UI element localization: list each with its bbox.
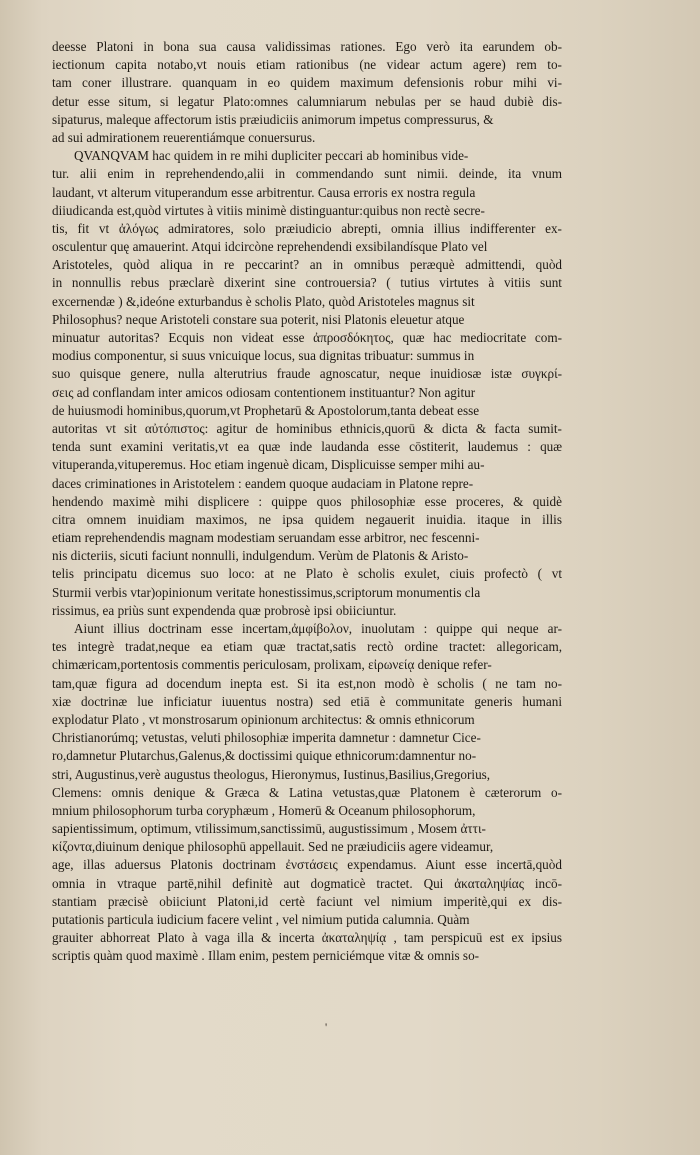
text-line: rissimus, ea priùs sunt expendenda quæ probrosè ipsi obiiciuntur.: [52, 602, 397, 618]
text-line: sapientissimum, optimum, vtilissimum,sanctissimū, augustissimum , Mosem ἀττι-: [52, 821, 486, 837]
text-line: vituperanda,vituperemus. Hoc etiam ingenuè dicam, Displicuisse semper mihi au-: [52, 457, 485, 473]
text-line: Aristoteles, quòd aliqua in re peccarint? an in omnibus peræquè admittendi, quòd: [52, 257, 562, 273]
text-line: Christianorúmq; vetustas, veluti philosophiæ imperita damnetur : damnetur Cice-: [52, 730, 481, 746]
text-line: daces criminationes in Aristotelem : eandem quoque audaciam in Platone repre-: [52, 475, 474, 491]
text-line: suo quisque genere, nulla alterutrius fraude agnoscatur, neque inuidiosæ istæ συγκρί-: [52, 366, 562, 382]
text-line: diiudicanda est,quòd virtutes à vitiis minimè distinguantur:quibus non rectè secre-: [52, 202, 485, 218]
text-line: QVANQVAM hac quidem in re mihi dupliciter peccari ab hominibus vide-: [74, 148, 469, 164]
text-line: mnium philosophorum turba coryphæum , Homerū & Oceanum philosophorum,: [52, 802, 476, 818]
paragraph: [52, 620, 562, 966]
margin-mark: ': [325, 1020, 328, 1034]
text-line: iectionum capita notabo,vt nouis etiam rationibus (ne videar actum agere) rem to-: [52, 57, 562, 73]
text-line: tam,quæ figura ad docendum inepta est. Si ita est,non modò è scholis ( ne tam no-: [52, 675, 562, 691]
text-line: nis dicteriis, sicuti faciunt nonnulli, indulgendum. Verùm de Platonis & Aristo-: [52, 548, 469, 564]
paragraph: [52, 147, 562, 620]
text-line: ro,damnetur Plutarchus,Galenus,& doctissimi quique ethnicorum:damnentur no-: [52, 748, 477, 764]
text-line: ad sui admirationem reuerentiámque conuersurus.: [52, 129, 316, 145]
text-line: autoritas vt sit αὐτόπιστος: agitur de hominibus ethnicis,quorū & dicta & facta sumit-: [52, 420, 562, 436]
text-line: minuatur autoritas? Ecquis non videat esse ἀπροσδόκητος, quæ hac mediocritate com-: [52, 330, 562, 345]
text-line: scriptis quàm quod maximè . Illam enim, pestem perniciémque vitæ & omnis so-: [52, 948, 480, 964]
text-line: κίζοντα,diuinum denique philosophū appellauit. Sed ne præiudiciis agere videamur,: [52, 839, 494, 855]
text-line: laudant, vt alterum vituperandum esse arbitrentur. Causa erroris ex nostra regula: [52, 184, 476, 200]
text-line: sipaturus, maleque affectorum istis præiudiciis animorum impetus compressurus, &: [52, 111, 494, 127]
text-line: putationis particula iudicium facere velint , vel nimium putida calumnia. Quàm: [52, 912, 470, 927]
text-line: σεις ad conflandam inter amicos odiosam contentionem instituantur? Non agitur: [52, 384, 476, 400]
text-line: Philosophus? neque Aristoteli constare sua poterit, nisi Platonis eleuetur atque: [52, 311, 465, 327]
text-line: omnia in vtraque partē,nihil definitè aut dogmaticè tractet. Qui ἀκαταληψίας incō-: [52, 875, 562, 891]
text-line: deesse Platoni in bona sua causa validissimas rationes. Ego verò ita earundem ob-: [52, 39, 562, 54]
text-line: citra omnem inuidiam maximos, ne ipsa quidem negauerit inuidia. itaque in illis: [52, 511, 562, 527]
text-line: Aiunt illius doctrinam esse incertam,ἀμφίβολον, inuolutam : quippe qui neque ar-: [74, 621, 562, 636]
text-line: in nonnullis rebus præclarè dixerint sine controuersia? ( tutius virtutes à vitiis sunt: [52, 275, 562, 291]
text-line: age, illas aduersus Platonis doctrinam ἐνστάσεις expendamus. Aiunt esse incertā,quòd: [52, 857, 562, 873]
text-line: tes integrè tradat,neque ea etiam quæ tractat,satis rectò ordine tractet: allegoricam,: [52, 639, 562, 655]
body-text: [52, 38, 562, 966]
text-line: tam coner illustrare. quanquam in eo quidem maximum defensionis robur mihi vi-: [52, 75, 562, 91]
text-line: osculentur quę amauerint. Atqui idcircòne reprehendendi exsibilandísque Plato vel: [52, 239, 488, 255]
text-line: tis, fit vt ἀλόγως admiratores, solo præiudicio abrepti, omnia illius indifferenter ex-: [52, 220, 562, 236]
text-line: Sturmii verbis vtar)opinionum veritate honestissimus,scriptorum monumentis cla: [52, 584, 481, 600]
text-line: grauiter abhorreat Plato à vaga illa & incerta ἀκαταληψίᾳ , tam perspicuū est ex ipsius: [52, 930, 562, 946]
text-line: xiæ doctrinæ lue inficiatur iuuentus nostra) sed etiā è communitate generis humani: [52, 693, 562, 709]
text-line: detur esse situm, si legatur Plato:omnes calumniarum nebulas per se haud dubiè dis-: [52, 93, 562, 109]
text-line: modius componentur, si suus vnicuique locus, sua dignitas tribuatur: summus in: [52, 348, 475, 364]
text-line: de huiusmodi hominibus,quorum,vt Prophetarū & Apostolorum,tanta debeat esse: [52, 402, 480, 418]
text-line: stantiam præcisè obiiciunt Platoni,id certè faciunt vel nimium imperitè,qui ex dis-: [52, 893, 562, 909]
text-line: telis principatu dicemus suo loco: at ne Plato è scholis exulet, ciuis profectò ( vt: [52, 566, 562, 582]
text-line: chimæricam,portentosis commentis periculosam, prolixam, εἰρωνείᾳ denique refer-: [52, 657, 492, 673]
text-line: explodatur Plato , vt monstrosarum opinionum architectus: & omnis ethnicorum: [52, 711, 475, 727]
text-line: stri, Augustinus,verè augustus theologus, Hieronymus, Iustinus,Basilius,Gregorius,: [52, 766, 491, 782]
text-line: Clemens: omnis denique & Græca & Latina vetustas,quæ Platonem è cæterorum o-: [52, 784, 562, 800]
text-line: tenda sunt examini veritatis,vt ea quæ inde laudanda esse cōstiterit, laudemus : quæ: [52, 439, 562, 455]
text-line: excernendæ ) &,ideóne exturbandus è scholis Plato, quòd Aristoteles magnus sit: [52, 293, 475, 309]
paragraph: [52, 38, 562, 147]
text-line: tur. alii enim in reprehendendo,alii in commendando sunt nimii. deinde, ita vnum: [52, 166, 562, 182]
text-line: hendendo maximè mihi displicere : quippe quos philosophiæ esse proceres, & quidè: [52, 493, 562, 509]
text-line: etiam reprehendendis magnam modestiam seruandam esse arbitror, nec fescenni-: [52, 530, 480, 546]
